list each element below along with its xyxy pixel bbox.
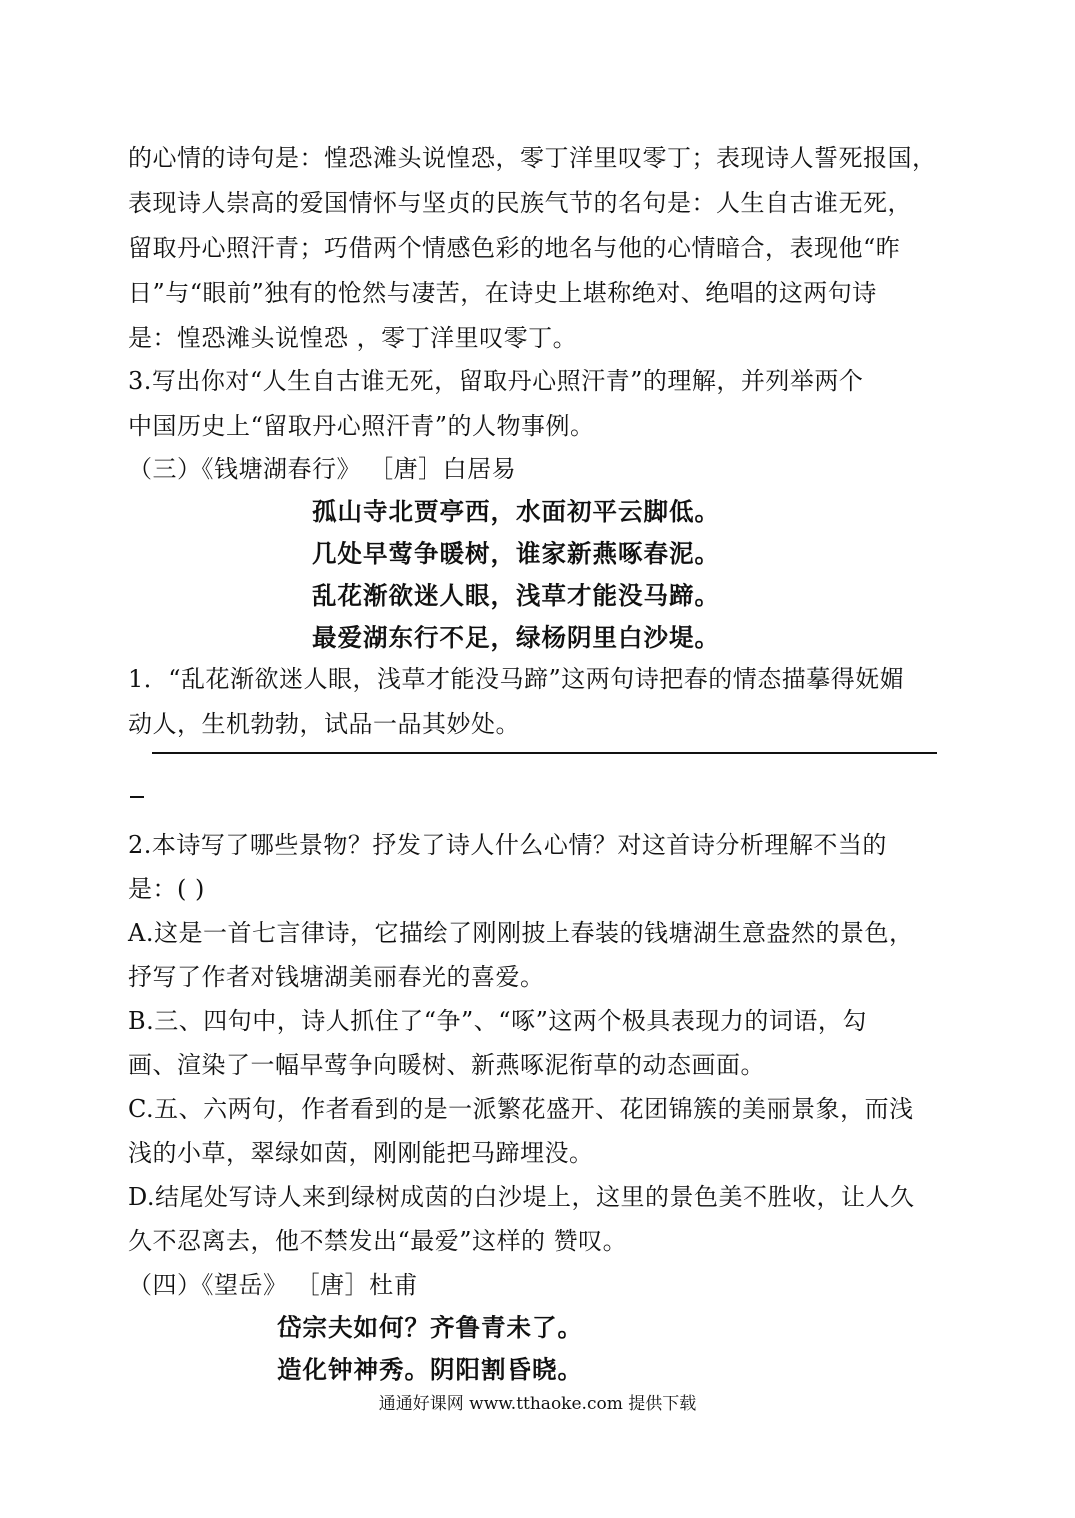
option-c: C.五、六两句，作者看到的是一派繁花盛开、花团锦簇的美丽景象，而浅 <box>128 1095 914 1123</box>
poem-line: 乱花渐欲迷人眼，浅草才能没马蹄。 <box>312 581 720 610</box>
paragraph-line: 抒写了作者对钱塘湖美丽春光的喜爱。 <box>128 963 545 991</box>
footer: 通通好课网 www.tthaoke.com 提供下载 <box>378 1394 697 1414</box>
answer-line[interactable] <box>152 752 937 754</box>
question-2: 2.本诗写了哪些景物？抒发了诗人什么心情？对这首诗分析理解不当的 <box>128 831 887 859</box>
paragraph-line: 久不忍离去，他不禁发出“最爱”这样的 赞叹。 <box>128 1227 628 1255</box>
paragraph-line: 是：惶恐滩头说惶恐 ，零丁洋里叹零丁。 <box>128 324 578 352</box>
poem-line: 最爱湖东行不足，绿杨阴里白沙堤。 <box>312 623 720 652</box>
poem-line: 造化钟神秀。阴阳割昏晓。 <box>277 1355 583 1384</box>
paragraph-line: 的心情的诗句是：惶恐滩头说惶恐，零丁洋里叹零丁；表现诗人誓死报国， <box>128 144 937 172</box>
paragraph-line: 中国历史上“留取丹心照汗青”的人物事例。 <box>128 412 595 440</box>
question-3: 3.写出你对“人生自古谁无死，留取丹心照汗青”的理解，并列举两个 <box>128 367 864 395</box>
option-b: B.三、四句中，诗人抓住了“争”、“啄”这两个极具表现力的词语，勾 <box>128 1007 867 1035</box>
poem-heading-3: （三）《钱塘湖春行》 ［唐］白居易 <box>128 455 517 483</box>
question-1: 1．“乱花渐欲迷人眼，浅草才能没马蹄”这两句诗把春的情态描摹得妩媚 <box>128 665 905 693</box>
paragraph-line: 画、渲染了一幅早莺争向暖树、新燕啄泥衔草的动态画面。 <box>128 1051 765 1079</box>
poem-heading-4: （四）《望岳》 ［唐］杜甫 <box>128 1271 419 1299</box>
paragraph-line: 留取丹心照汗青；巧借两个情感色彩的地名与他的心情暗合，表现他“昨 <box>128 234 901 262</box>
poem-line: 几处早莺争暖树，谁家新燕啄春泥。 <box>312 539 720 568</box>
option-a: A.这是一首七言律诗，它描绘了刚刚披上春装的钱塘湖生意盎然的景色， <box>128 919 914 947</box>
paragraph-line: 动人，生机勃勃，试品一品其妙处。 <box>128 710 520 738</box>
paragraph-line: 表现诗人崇高的爱国情怀与坚贞的民族气节的名句是：人生自古谁无死， <box>128 189 912 217</box>
answer-blank: 是：( ) <box>128 875 205 903</box>
option-d: D.结尾处写诗人来到绿树成茵的白沙堤上，这里的景色美不胜收，让人久 <box>128 1183 915 1211</box>
paragraph-line: 浅的小草，翠绿如茵，刚刚能把马蹄埋没。 <box>128 1139 594 1167</box>
paragraph-line: 日”与“眼前”独有的怆然与凄苦，在诗史上堪称绝对、绝唱的这两句诗 <box>128 279 877 307</box>
answer-line-end <box>130 796 144 798</box>
poem-line: 孤山寺北贾亭西，水面初平云脚低。 <box>312 497 720 526</box>
poem-line: 岱宗夫如何？齐鲁青未了。 <box>277 1313 583 1342</box>
